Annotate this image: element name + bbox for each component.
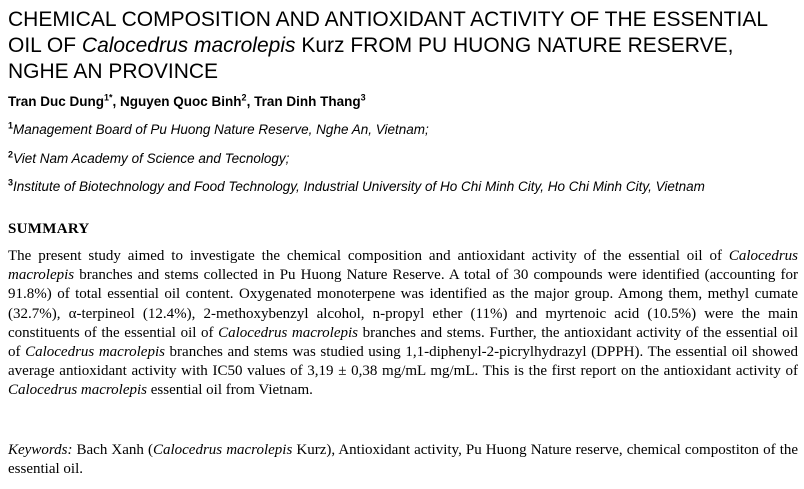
affiliation-text: Management Board of Pu Huong Nature Reserve, Nghe An, Vietnam;	[13, 122, 429, 137]
keywords	[8, 441, 798, 479]
abstract-text: branches and stems collected in Pu Huong Nature Reserve. A total of 30 compounds were identified (accounting for 91.8%) of total essential oil content. Oxygenated monoterpene was identified as the major group. Among them, methyl cumate (32.7%), α-terpineol (12.4%), 2-methoxybenzyl alcohol, n-propyl ether (11%) and myrtenoic acid (10.5%) were the main constituents of the essential oil of	[8, 267, 798, 341]
title-text-end: Kurz FROM PU HUONG NATURE RESERVE, NGHE AN PROVINCE	[8, 34, 734, 83]
title-species: Calocedrus macrolepis	[81, 34, 296, 57]
affiliation-mark: 2	[8, 149, 14, 160]
title-text: CHEMICAL COMPOSITION AND ANTIOXIDANT ACTIVITY OF THE ESSENTIAL OIL OF	[8, 8, 768, 57]
author-mark: 3	[360, 92, 366, 103]
author-separator: ,	[246, 94, 255, 109]
abstract-text: branches and stems was studied using 1,1-diphenyl-2-picrylhydrazyl (DPPH). The essential oil showed average antioxidant activity with IC50 values of 3,19 ± 0,38 mg/mL mg/mL. This is the first report on the antioxidant activity of	[8, 344, 798, 380]
affiliation-text: Institute of Biotechnology and Food Technology, Industrial University of Ho Chi Minh City, Ho Chi Minh City, Vietnam	[13, 179, 705, 194]
keywords-text: Bach Xanh (	[72, 442, 153, 458]
abstract-text: essential oil from Vietnam.	[147, 382, 313, 399]
author-separator: ,	[112, 94, 121, 109]
species-name: Calocedrus macrolepis	[25, 344, 165, 361]
author-name: Tran Dinh Thang	[254, 94, 361, 109]
keywords-text: Kurz), Antioxidant activity, Pu Huong Nature reserve, chemical compostiton of the essential oil.	[8, 442, 799, 478]
author-mark: 2	[241, 92, 247, 103]
abstract-text: branches and stems. Further, the antioxidant activity of the essential oil of	[8, 324, 798, 361]
species-name: Calocedrus macrolepis	[152, 442, 293, 458]
author-list	[8, 94, 366, 109]
affiliation-mark: 3	[8, 177, 14, 188]
affiliation-text: Viet Nam Academy of Science and Tecnology;	[13, 151, 290, 166]
species-name: Calocedrus macrolepis	[8, 382, 148, 399]
summary-heading: SUMMARY	[8, 221, 90, 237]
keywords-label: Keywords:	[8, 442, 73, 458]
affiliation	[8, 122, 429, 137]
affiliation-mark: 1	[8, 120, 14, 131]
species-name: Calocedrus macrolepis	[218, 324, 358, 341]
author-name: Tran Duc Dung	[8, 94, 105, 109]
affiliation	[8, 179, 705, 194]
abstract-text: The present study aimed to investigate the chemical composition and antioxidant activity of the essential oil of	[8, 248, 729, 264]
species-name: Calocedrus macrolepis	[8, 248, 798, 284]
abstract	[8, 247, 798, 401]
author-name: Nguyen Quoc Binh	[120, 94, 242, 109]
paper-title	[8, 7, 798, 85]
affiliation	[8, 151, 289, 166]
author-mark: 1*	[104, 92, 113, 103]
